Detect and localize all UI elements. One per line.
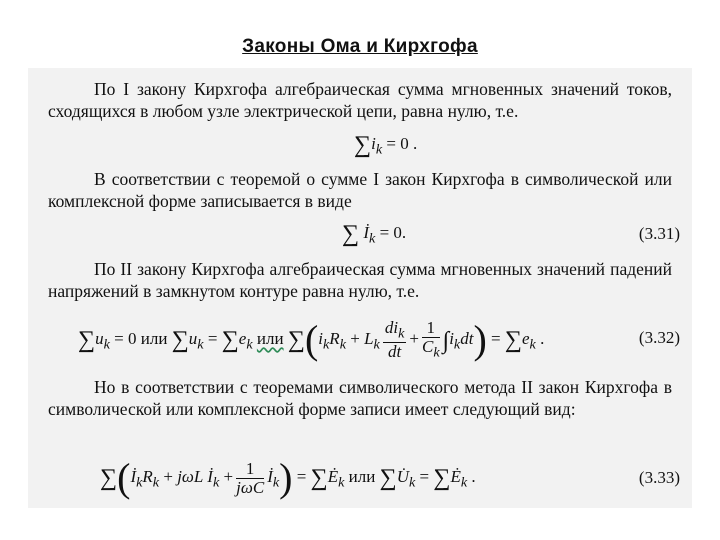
formula-sum-complex-voltages: $\sum(İ_kR_k + j\omega L$ $İ_k$ + $\frac{1}{\text{jωC}}$ $İ_k$) = $\sum Ė_k$ или $\sum U̇_k$ = $\sum Ė_k$ . — [100, 455, 476, 500]
equation-number-332: (3.32) — [638, 328, 680, 347]
slide-title: Законы Ома и Кирхгофа — [242, 36, 478, 57]
formula-sum-Ik-complex: ∑ $İ_k = 0$. — [342, 221, 407, 247]
paragraph-kirchhoff-1-text: По I закону Кирхгофа алгебраическая сумма мгновенных значений токов, сходящихся в любом узле электрической цепи, равна нулю, т.е. — [48, 79, 672, 121]
paragraph-kirchhoff-1-complex-text: В соответствии с теоремой о сумме I закон Кирхгофа в символической или комплексной форме записывается в виде — [48, 169, 672, 211]
word-or-2: или — [256, 329, 284, 348]
paragraph-kirchhoff-2-complex-text: Но в соответствии с теоремами символического метода II закон Кирхгофа в символической или комплексной форме записи имеет следующий вид: — [48, 377, 672, 419]
paragraph-kirchhoff-2-complex — [48, 376, 672, 420]
formula-sum-ik: $\sum i_k = 0$ . — [354, 132, 418, 158]
paragraph-kirchhoff-1-complex — [48, 168, 672, 212]
word-or-1: или — [140, 329, 168, 348]
equation-number-331: (3.31) — [638, 224, 680, 243]
paragraph-kirchhoff-2-text: По II закону Кирхгофа алгебраическая сумма мгновенных значений падений напряжений в замкнутом контуре равна нулю, т.е. — [48, 259, 672, 301]
formula-sum-uk: $\sum u_k = 0$ или $\sum u_k = \sum e_k$ или $\sum(i_kR_k + L_k$ $\frac{di_k}{dt}$ + $\frac{1}{C_k}$ $\int i_kdt) = \sum e_k$ . — [78, 317, 545, 362]
paragraph-kirchhoff-2 — [48, 258, 672, 302]
word-or-3: или — [348, 467, 376, 486]
paragraph-kirchhoff-1 — [48, 78, 672, 122]
equation-number-333: (3.33) — [638, 468, 680, 487]
content-panel — [28, 68, 692, 508]
